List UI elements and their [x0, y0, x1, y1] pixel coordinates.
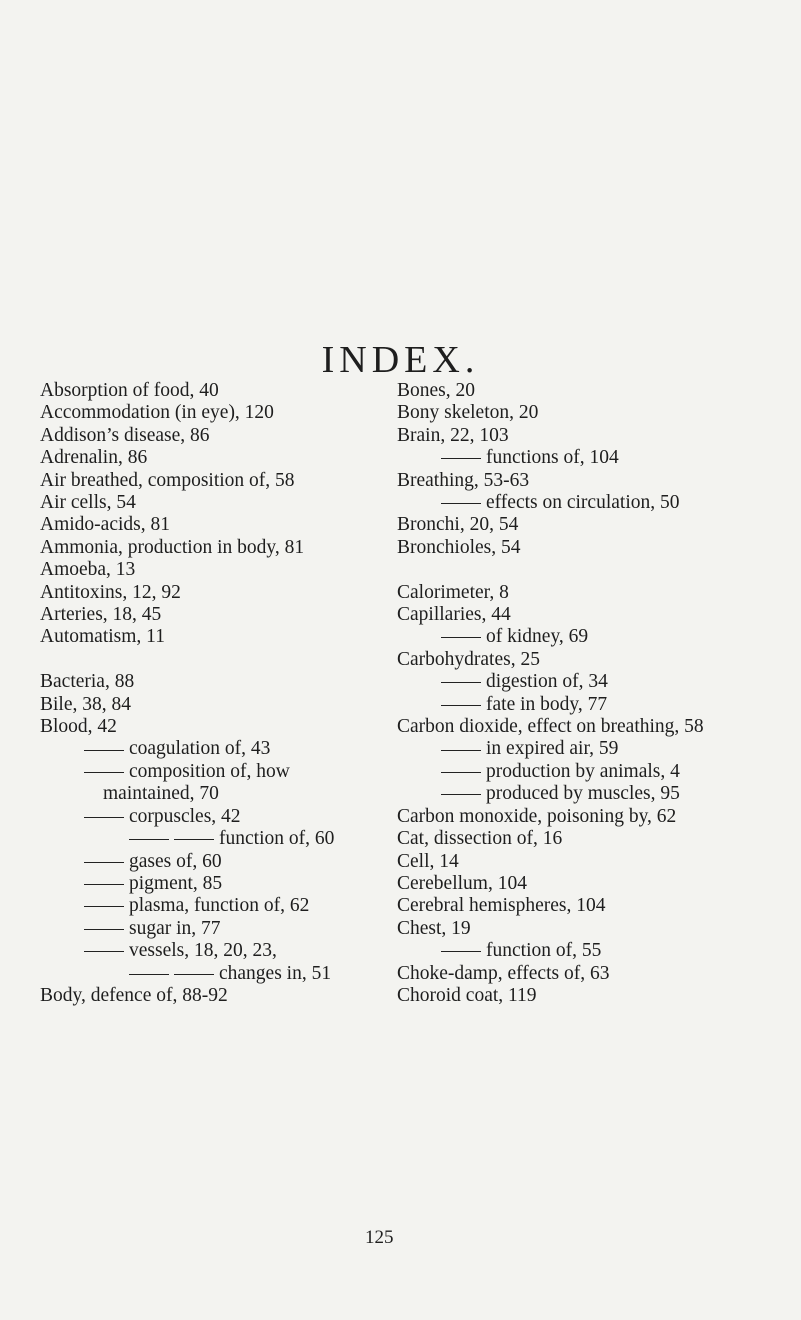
ditto-dash [129, 974, 169, 975]
index-entry [40, 716, 370, 738]
index-entry [40, 537, 370, 559]
index-entry-text: pigment, 85 [129, 872, 223, 894]
index-entry-text: composition of, how maintained, 70 [103, 760, 290, 805]
index-entry [397, 985, 709, 1007]
index-entry [397, 582, 709, 604]
ditto-dash [84, 929, 124, 930]
index-subentry [397, 626, 709, 648]
index-entry-text: Ammonia, production in body, 81 [40, 536, 305, 558]
index-entry-text: Air cells, 54 [40, 492, 136, 514]
index-entry [397, 425, 709, 447]
index-subentry [397, 694, 709, 716]
index-entry-text: Brain, 22, 103 [397, 424, 509, 446]
index-entry [40, 514, 370, 536]
index-entry-text: Adrenalin, 86 [40, 447, 148, 469]
index-entry-text: functions of, 104 [486, 447, 619, 469]
index-entry-text: produced by muscles, 95 [486, 783, 680, 805]
index-entry-text: changes in, 51 [219, 962, 332, 984]
index-entry-text: Bacteria, 88 [40, 671, 135, 693]
ditto-dash [84, 817, 124, 818]
index-entry-text: function of, 55 [486, 940, 602, 962]
index-subentry [40, 761, 370, 806]
index-subentry [397, 783, 709, 805]
index-entry [397, 963, 709, 985]
index-subentry [397, 447, 709, 469]
index-entry [40, 492, 370, 514]
index-subentry [40, 895, 370, 917]
index-entry [397, 514, 709, 536]
index-entry [40, 402, 370, 424]
ditto-dash [441, 682, 481, 683]
ditto-dash [129, 839, 169, 840]
ditto-dash [441, 705, 481, 706]
ditto-dash [441, 458, 481, 459]
ditto-dash [84, 884, 124, 885]
index-entry-text: Bony skeleton, 20 [397, 402, 539, 424]
index-entry [397, 380, 709, 402]
index-entry [397, 895, 709, 917]
index-entry-text: Carbon monoxide, poisoning by, 62 [397, 805, 677, 827]
index-entry-text: effects on circulation, 50 [486, 492, 680, 514]
index-subentry [40, 873, 370, 895]
index-entry-text: function of, 60 [219, 828, 335, 850]
index-entry [40, 626, 370, 648]
index-subentry [40, 918, 370, 940]
index-entry-text: Bronchi, 20, 54 [397, 514, 519, 536]
index-entry-text: gases of, 60 [129, 850, 222, 872]
index-entry [40, 447, 370, 469]
index-subentry [397, 761, 709, 783]
index-entry-text: Absorption of food, 40 [40, 380, 219, 401]
index-entry-text: Carbon dioxide, effect on breathing, 58 [397, 716, 704, 738]
index-entry [397, 604, 709, 626]
index-entry [40, 582, 370, 604]
letter-section-gap [40, 649, 370, 671]
index-entry-text: corpuscles, 42 [129, 805, 241, 827]
ditto-dash [441, 951, 481, 952]
index-subentry [40, 940, 370, 962]
page-number: 125 [365, 1227, 394, 1248]
ditto-dash [84, 862, 124, 863]
ditto-dash [84, 772, 124, 773]
index-subentry [397, 492, 709, 514]
index-entry-text: Choroid coat, 119 [397, 984, 537, 1006]
index-entry-text: Amoeba, 13 [40, 559, 136, 581]
index-entry [40, 985, 370, 1007]
index-entry-text: Bile, 38, 84 [40, 693, 131, 715]
index-entry [397, 851, 709, 873]
index-entry-text: Addison’s disease, 86 [40, 424, 210, 446]
index-entry-text: coagulation of, 43 [129, 738, 271, 760]
index-entry [40, 604, 370, 626]
index-entry [397, 716, 709, 738]
index-entry-text: Breathing, 53-63 [397, 469, 530, 491]
index-entry [40, 559, 370, 581]
index-entry [40, 470, 370, 492]
index-subentry [397, 738, 709, 760]
index-entry-text: Cat, dissection of, 16 [397, 828, 563, 850]
index-subentry [40, 828, 370, 850]
index-entry-text: production by animals, 4 [486, 760, 680, 782]
index-entry-text: Capillaries, 44 [397, 604, 511, 626]
ditto-dash [84, 906, 124, 907]
index-entry-text: Choke-damp, effects of, 63 [397, 962, 610, 984]
index-entry-text: in expired air, 59 [486, 738, 619, 760]
index-entry-text: fate in body, 77 [486, 693, 608, 715]
ditto-dash [84, 951, 124, 952]
ditto-dash [441, 750, 481, 751]
ditto-dash [174, 839, 214, 840]
index-entry [397, 806, 709, 828]
index-entry-text: Chest, 19 [397, 917, 471, 939]
page-title: INDEX. [321, 339, 480, 382]
index-entry-text: of kidney, 69 [486, 626, 589, 648]
index-subentry [40, 851, 370, 873]
ditto-dash [174, 974, 214, 975]
index-entry-text: Bronchioles, 54 [397, 536, 521, 558]
index-entry-text: Accommodation (in eye), 120 [40, 402, 274, 424]
index-entry-text: Arteries, 18, 45 [40, 604, 162, 626]
ditto-dash [441, 794, 481, 795]
index-entry-text: Calorimeter, 8 [397, 581, 509, 603]
index-subentry [397, 671, 709, 693]
index-subentry [40, 806, 370, 828]
index-entry [397, 649, 709, 671]
index-entry-text: Cerebral hemispheres, 104 [397, 895, 606, 917]
index-entry-text: vessels, 18, 20, 23, [129, 940, 277, 962]
index-column-right [397, 380, 709, 1007]
index-entry [40, 380, 370, 402]
index-column-left [40, 380, 370, 1007]
index-entry-text: Antitoxins, 12, 92 [40, 581, 181, 603]
index-subentry [397, 940, 709, 962]
index-entry-text: Blood, 42 [40, 716, 117, 738]
index-entry [397, 873, 709, 895]
ditto-dash [441, 637, 481, 638]
index-entry-text: Automatism, 11 [40, 626, 165, 648]
index-entry-text: plasma, function of, 62 [129, 895, 310, 917]
index-entry-text: digestion of, 34 [486, 671, 608, 693]
index-entry-text: Body, defence of, 88-92 [40, 984, 228, 1006]
index-entry [40, 671, 370, 693]
index-entry [397, 537, 709, 559]
ditto-dash [441, 503, 481, 504]
index-subentry [40, 963, 370, 985]
index-entry-text: Amido-acids, 81 [40, 514, 170, 536]
index-subentry [40, 738, 370, 760]
index-entry-text: sugar in, 77 [129, 917, 221, 939]
index-entry [397, 470, 709, 492]
letter-section-gap [397, 559, 709, 581]
index-entry [397, 918, 709, 940]
index-entry-text: Cerebellum, 104 [397, 872, 527, 894]
index-entry-text: Bones, 20 [397, 380, 475, 401]
ditto-dash [441, 772, 481, 773]
index-entry [40, 694, 370, 716]
ditto-dash [84, 750, 124, 751]
index-entry-text: Carbohydrates, 25 [397, 648, 540, 670]
index-entry-text: Air breathed, composition of, 58 [40, 469, 295, 491]
index-entry-text: Cell, 14 [397, 850, 459, 872]
index-entry [397, 402, 709, 424]
index-entry [397, 828, 709, 850]
index-entry [40, 425, 370, 447]
